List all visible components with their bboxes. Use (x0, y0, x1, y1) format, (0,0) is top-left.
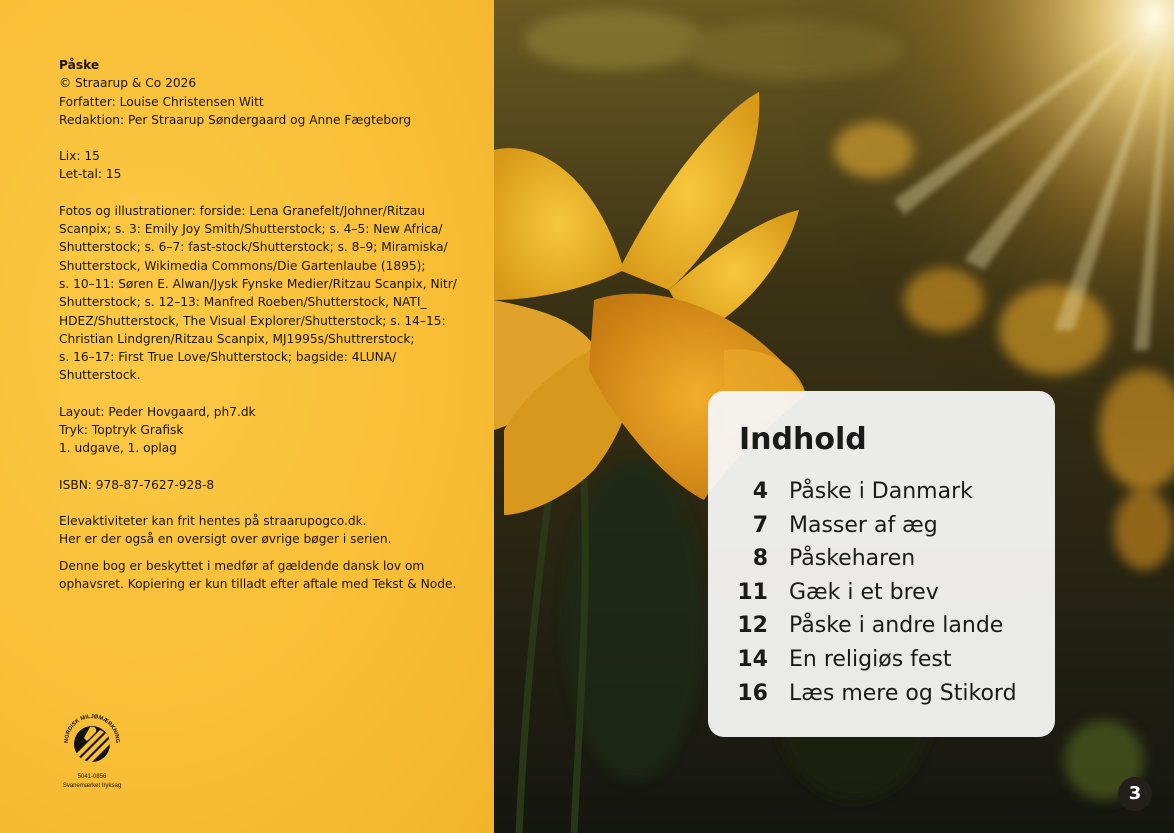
photo-credits-line: Christian Lindgren/Ritzau Scanpix, MJ1995s/Shuttrerstock; (59, 331, 415, 346)
photo-credits-line: HDEZ/Shutterstock, The Visual Explorer/Shutterstock; s. 14–15: (59, 313, 446, 328)
toc-entry[interactable] (708, 677, 1055, 711)
toc-list (708, 475, 1055, 710)
book-title: Påske (59, 58, 100, 72)
activities-text: Her er der også en oversigt over øvrige bøger i serien. (59, 532, 392, 547)
photo-credits-line: Shutterstock; s. 12–13: Manfred Roeben/Shutterstock, NATI_ (59, 295, 427, 310)
edition: 1. udgave, 1. oplag (59, 441, 177, 456)
toc-entry-title: Påske i Danmark (789, 479, 973, 504)
toc-entry-title: Læs mere og Stikord (789, 680, 1017, 706)
photo-credits-line: Shutterstock. (59, 368, 141, 383)
photo-page (494, 0, 1174, 833)
toc-page-number: 16 (737, 680, 768, 706)
toc-page-number: 12 (737, 613, 768, 639)
toc-page-number: 11 (737, 579, 768, 605)
photo-credits-line: Scanpix; s. 3: Emily Joy Smith/Shutterstock; s. 4–5: New Africa/ (59, 222, 443, 237)
author: Forfatter: Louise Christensen Witt (59, 94, 264, 109)
toc-entry-title: Gæk i et brev (789, 579, 939, 605)
layout-credit: Layout: Peder Hovgaard, ph7.dk (59, 404, 256, 419)
colophon-page (0, 0, 494, 833)
ecolabel-label: Svanemærket tryksag (62, 783, 122, 789)
toc-page-number: 14 (737, 646, 768, 672)
toc-entry[interactable] (708, 576, 1055, 610)
rights-text: ophavsret. Kopiering er kun tilladt efter aftale med Tekst & Node. (59, 576, 457, 591)
rights-text: Denne bog er beskyttet i medfør af gældende dansk lov om (59, 558, 425, 573)
colophon-text (59, 56, 464, 593)
toc-entry[interactable] (708, 542, 1055, 576)
lix: Lix: 15 (59, 149, 100, 164)
let-tal: Let-tal: 15 (59, 167, 122, 182)
photo-credits-line: s. 16–17: First True Love/Shutterstock; bagside: 4LUNA/ (59, 350, 397, 365)
toc-page-number: 4 (752, 479, 768, 504)
toc-entry[interactable] (708, 509, 1055, 543)
photo-credits-line: Fotos og illustrationer: forside: Lena Granefelt/Johner/Ritzau (59, 203, 426, 218)
editors: Redaktion: Per Straarup Søndergaard og Anne Fægteborg (59, 112, 412, 127)
toc-page-number: 7 (752, 512, 768, 538)
toc-page-number: 8 (752, 546, 768, 572)
toc-entry-title: En religiøs fest (789, 646, 952, 672)
photo-credits-line: s. 10–11: Søren E. Alwan/Jysk Fynske Medier/Ritzau Scanpix, Nitr/ (59, 276, 457, 291)
toc-entry[interactable] (708, 475, 1055, 509)
toc-title: Indhold (739, 422, 867, 457)
ecolabel-code: 5041-0856 (77, 774, 107, 780)
nordic-swan-ecolabel-logo (56, 708, 128, 792)
toc-entry-title: Påskeharen (789, 546, 916, 572)
toc-entry[interactable] (708, 643, 1055, 677)
isbn: ISBN: 978-87-7627-928-8 (59, 477, 215, 492)
svg-text:NORDISK MILJØMÆRKNING: NORDISK MILJØMÆRKNING (63, 713, 121, 744)
copyright: © Straarup & Co 2026 (59, 76, 197, 91)
toc-entry[interactable] (708, 609, 1055, 643)
page-number-badge: 3 (1118, 777, 1152, 811)
print-credit: Tryk: Toptryk Grafisk (59, 423, 184, 438)
photo-credits-line: Shutterstock; s. 6–7: fast-stock/Shutterstock; s. 8–9; Miramiska/ (59, 240, 448, 255)
photo-credits-line: Shutterstock, Wikimedia Commons/Die Gartenlaube (1895); (59, 258, 426, 273)
toc-entry-title: Påske i andre lande (789, 613, 1004, 639)
table-of-contents (708, 391, 1055, 737)
activities-text: Elevaktiviteter kan frit hentes på straarupogco.dk. (59, 513, 367, 528)
toc-entry-title: Masser af æg (789, 512, 938, 538)
swan-icon (60, 708, 124, 770)
